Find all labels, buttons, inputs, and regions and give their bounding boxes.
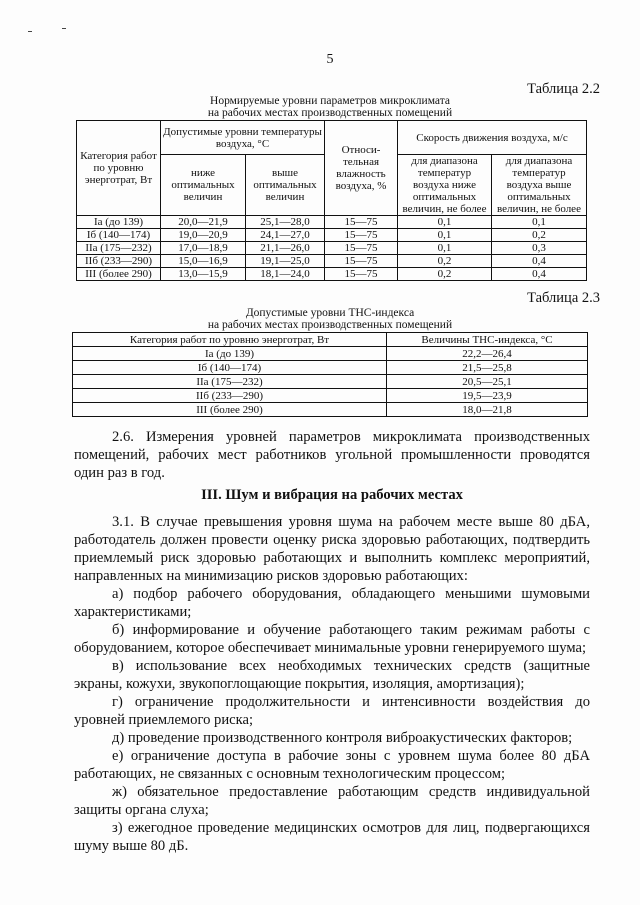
table-cell: 20,5—25,1 bbox=[387, 375, 588, 389]
table-cell: 0,1 bbox=[492, 216, 587, 229]
header-category: Категория работ по уровню энерготрат, Вт bbox=[73, 333, 387, 347]
table-cell: IIб (233—290) bbox=[77, 255, 161, 268]
table-cell: 0,2 bbox=[492, 229, 587, 242]
scan-mark bbox=[28, 31, 32, 32]
table-cell: III (более 290) bbox=[73, 403, 387, 417]
table-cell: 15—75 bbox=[325, 255, 398, 268]
table-cell: III (более 290) bbox=[77, 268, 161, 281]
table-cell: 0,4 bbox=[492, 268, 587, 281]
table-2-2-title bbox=[60, 95, 600, 119]
table-cell: 15—75 bbox=[325, 242, 398, 255]
list-item: з) ежегодное проведение медицинских осмотров для лиц, подвергающихся шуму выше 80 дБ. bbox=[74, 820, 590, 854]
title-line: Нормируемые уровни параметров микроклимата bbox=[210, 95, 450, 107]
table-cell: 0,1 bbox=[398, 216, 492, 229]
table-row bbox=[73, 403, 588, 417]
list-item: а) подбор рабочего оборудования, обладающего меньшими шумовыми характеристиками; bbox=[74, 586, 590, 620]
table-cell: 0,2 bbox=[398, 255, 492, 268]
table-cell: 15—75 bbox=[325, 216, 398, 229]
list-item: г) ограничение продолжительности и интенсивности воздействия до уровней приемлемого риска; bbox=[74, 694, 590, 728]
table-2-3 bbox=[72, 332, 588, 417]
list-item: в) использование всех необходимых технических средств (защитные экраны, кожухи, звукопоглощающие покрытия, изоляция, амортизация); bbox=[74, 658, 590, 692]
list-item: ж) обязательное предоставление работающим средств индивидуальной защиты органа слуха; bbox=[74, 784, 590, 818]
table-row bbox=[77, 242, 587, 255]
table-cell: 0,3 bbox=[492, 242, 587, 255]
header-speed: Скорость движения воздуха, м/с bbox=[398, 121, 587, 155]
table-row bbox=[73, 361, 588, 375]
table-row bbox=[77, 229, 587, 242]
table-cell: 21,5—25,8 bbox=[387, 361, 588, 375]
table-cell: 24,1—27,0 bbox=[246, 229, 325, 242]
table-cell: 0,2 bbox=[398, 268, 492, 281]
table-cell: 15,0—16,9 bbox=[161, 255, 246, 268]
table-cell: 0,1 bbox=[398, 242, 492, 255]
table-2-3-title bbox=[60, 307, 600, 331]
list-item: б) информирование и обучение работающего таким режимам работы с оборудованием, которое обеспечивает минимальные уровни генерируемого шума; bbox=[74, 622, 590, 656]
header-temp: Допустимые уровни температуры воздуха, °С bbox=[161, 121, 325, 155]
table-cell: IIб (233—290) bbox=[73, 389, 387, 403]
table-cell: Ia (до 139) bbox=[73, 347, 387, 361]
list-item: д) проведение производственного контроля виброакустических факторов; bbox=[112, 730, 573, 746]
header-value: Величины ТНС-индекса, °С bbox=[387, 333, 588, 347]
section-heading: III. Шум и вибрация на рабочих местах bbox=[201, 487, 463, 503]
list-item: е) ограничение доступа в рабочие зоны с уровнем шума более 80 дБА работающих, не связанных с основным технологическим процессом; bbox=[74, 748, 590, 782]
table-2-2 bbox=[76, 120, 587, 281]
table-cell: 15—75 bbox=[325, 229, 398, 242]
table-cell: 18,1—24,0 bbox=[246, 268, 325, 281]
table-cell: 17,0—18,9 bbox=[161, 242, 246, 255]
table-cell: 20,0—21,9 bbox=[161, 216, 246, 229]
title-line: Допустимые уровни ТНС-индекса bbox=[245, 307, 415, 319]
table-cell: 0,4 bbox=[492, 255, 587, 268]
table-2-2-label: Таблица 2.2 bbox=[527, 81, 600, 97]
table-2-3-label: Таблица 2.3 bbox=[527, 290, 600, 306]
table-cell: 25,1—28,0 bbox=[246, 216, 325, 229]
paragraph-2-6: 2.6. Измерения уровней параметров микроклимата производственных помещений, рабочих мест работников угольной промышленности проводятся один раз в год. bbox=[74, 429, 590, 481]
table-row bbox=[77, 255, 587, 268]
table-cell: IIa (175—232) bbox=[77, 242, 161, 255]
header-humidity: Относи-тельная влажность воздуха, % bbox=[325, 121, 398, 216]
paragraph-3-1: 3.1. В случае превышения уровня шума на рабочем месте выше 80 дБА, работодатель должен провести оценку риска здоровью работающих, подтвердить приемлемый риск здоровью работающих и выполнить комплекс мероприятий, направленных на минимизацию рисков здоровью работающих: bbox=[74, 514, 590, 584]
table-cell: Iб (140—174) bbox=[77, 229, 161, 242]
scan-mark bbox=[62, 28, 66, 29]
table-cell: Iб (140—174) bbox=[73, 361, 387, 375]
header-category: Категория работ по уровню энерготрат, Вт bbox=[77, 121, 161, 216]
table-cell: 13,0—15,9 bbox=[161, 268, 246, 281]
table-row bbox=[73, 389, 588, 403]
table-row bbox=[77, 216, 587, 229]
table-cell: 0,1 bbox=[398, 229, 492, 242]
table-cell: Ia (до 139) bbox=[77, 216, 161, 229]
table-row bbox=[77, 268, 587, 281]
table-cell: 22,2—26,4 bbox=[387, 347, 588, 361]
header-above: выше оптимальных величин bbox=[246, 155, 325, 216]
table-cell: 19,1—25,0 bbox=[246, 255, 325, 268]
title-line: на рабочих местах производственных помещений bbox=[207, 319, 453, 331]
table-cell: 21,1—26,0 bbox=[246, 242, 325, 255]
title-line: на рабочих местах производственных помещений bbox=[207, 107, 453, 119]
header-below: ниже оптимальных величин bbox=[161, 155, 246, 216]
table-cell: IIa (175—232) bbox=[73, 375, 387, 389]
table-cell: 15—75 bbox=[325, 268, 398, 281]
page-number: 5 bbox=[326, 52, 334, 67]
table-row bbox=[73, 347, 588, 361]
header-speed-above: для диапазона температур воздуха выше оптимальных величин, не более bbox=[492, 155, 587, 216]
header-speed-below: для диапазона температур воздуха ниже оптимальных величин, не более bbox=[398, 155, 492, 216]
table-cell: 19,0—20,9 bbox=[161, 229, 246, 242]
table-cell: 19,5—23,9 bbox=[387, 389, 588, 403]
table-cell: 18,0—21,8 bbox=[387, 403, 588, 417]
body-text bbox=[74, 428, 590, 855]
table-row bbox=[73, 375, 588, 389]
